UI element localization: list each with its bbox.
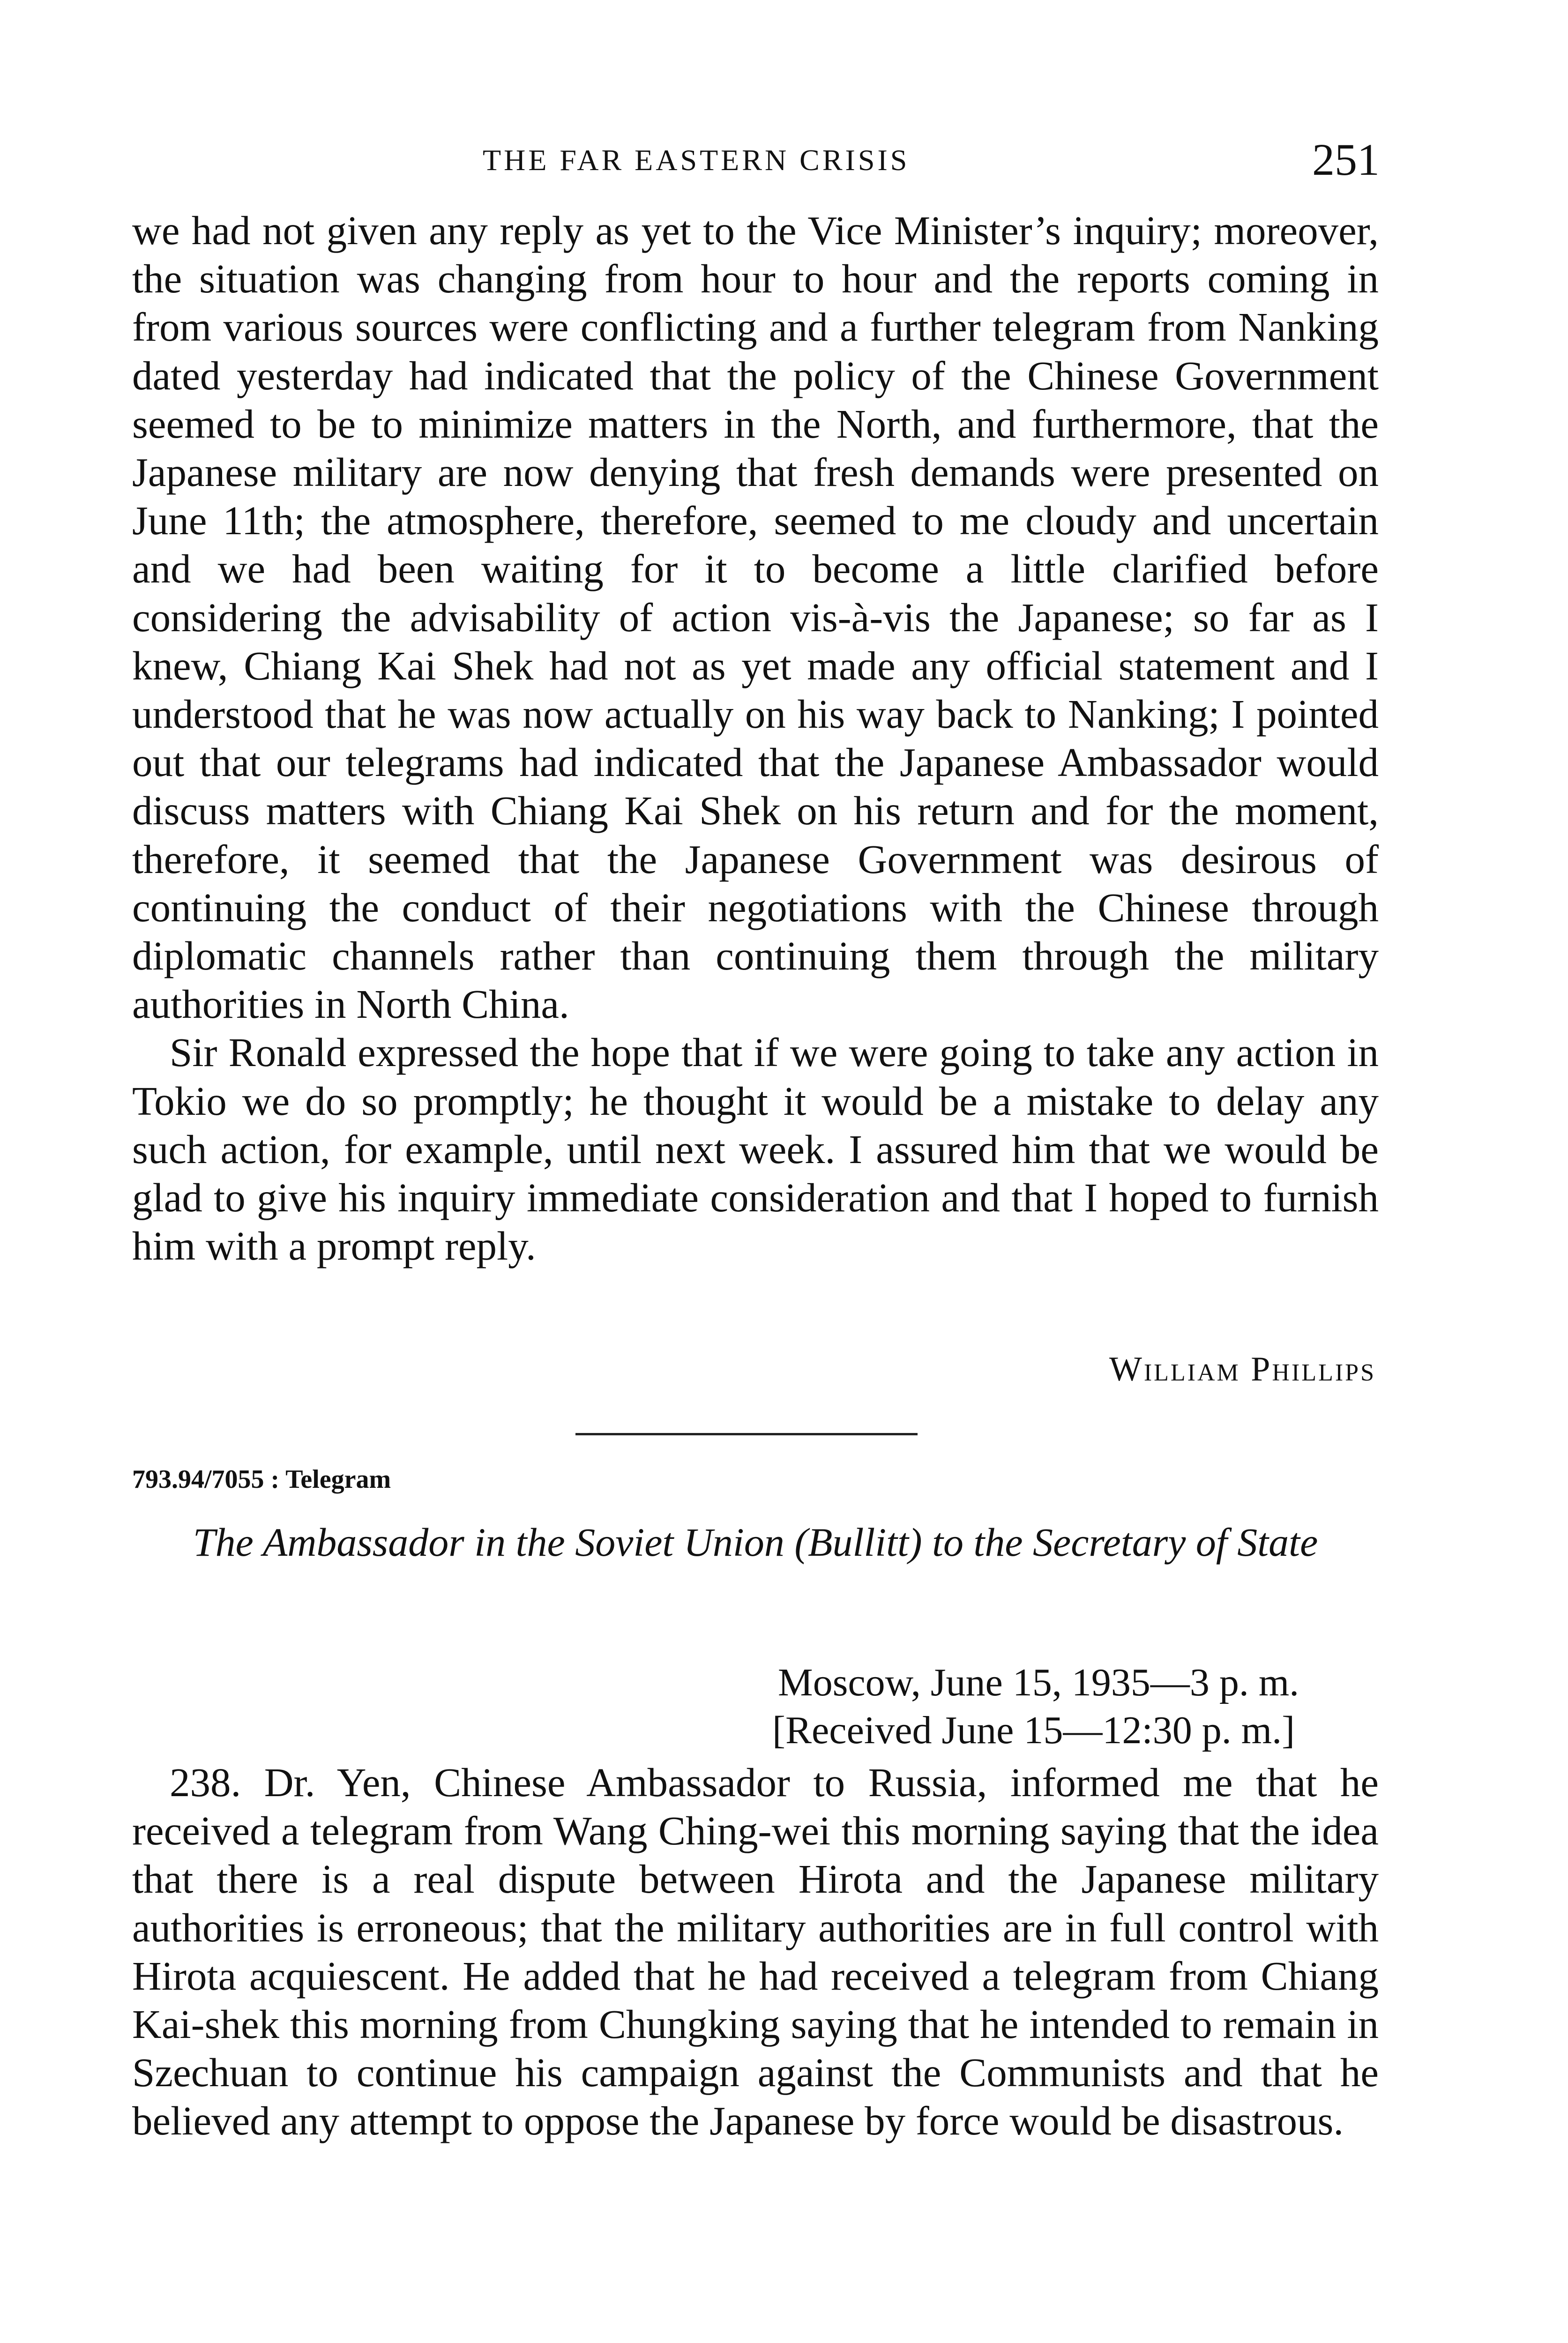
page-number: 251: [1312, 134, 1380, 185]
section-divider: [575, 1433, 918, 1435]
body-paragraph-1: we had not given any reply as yet to the Vice Minister’s inquiry; moreover, the situation was changing from hour to hour and the reports coming in from various sources were conflicting and a further telegram from Nanking dated yesterday had indicated that the policy of the Chinese Government seemed to be to minimize matters in the North, and furthermore, that the Japanese military are now denying that fresh demands were presented on June 11th; the atmosphere, therefore, seemed to me cloudy and uncertain and we had been waiting for it to become a little clarified before considering the advisability of action vis-à-vis the Japanese; so far as I knew, Chiang Kai Shek had not as yet made any official statement and I understood that he was now actually on his way back to Nanking; I pointed out that our telegrams had indicated that the Japanese Ambassador would discuss matters with Chiang Kai Shek on his return and for the moment, therefore, it seemed that the Japanese Government was desirous of continuing the conduct of their negotiations with the Chinese through diplomatic channels rather than continuing them through the military authorities in North China.: [132, 208, 1379, 1027]
signature-phillips: William Phillips: [1109, 1350, 1376, 1388]
running-head: THE FAR EASTERN CRISIS: [483, 143, 910, 177]
dateline: Moscow, June 15, 1935—3 p. m.: [778, 1661, 1299, 1704]
body-paragraph-2: Sir Ronald expressed the hope that if we were going to take any action in Tokio we do so promptly; he thought it would be a mistake to delay any such action, for example, until next week. I assured him that we would be glad to give his inquiry immediate consideration and that I hoped to furnish him with a prompt reply.: [132, 1030, 1379, 1269]
document-title: The Ambassador in the Soviet Union (Bullitt) to the Secretary of State: [193, 1520, 1318, 1565]
second-document-body: [132, 1758, 1379, 2145]
telegram-paragraph: 238. Dr. Yen, Chinese Ambassador to Russia, informed me that he received a telegram from Wang Ching-wei this morning saying that the idea that there is a real dispute between Hirota and the Japanese military authorities is erroneous; that the military authorities are in full control with Hirota acquiescent. He added that he had received a telegram from Chiang Kai-shek this morning from Chungking saying that he intended to remain in Szechuan to continue his campaign against the Communists and that he believed any attempt to oppose the Japanese by force would be disastrous.: [132, 1760, 1379, 2144]
dateline-block: [772, 1659, 1299, 1754]
file-reference: 793.94/7055 : Telegram: [132, 1465, 391, 1494]
first-document-body: [132, 206, 1379, 1270]
received-line: [Received June 15—12:30 p. m.]: [772, 1709, 1295, 1752]
